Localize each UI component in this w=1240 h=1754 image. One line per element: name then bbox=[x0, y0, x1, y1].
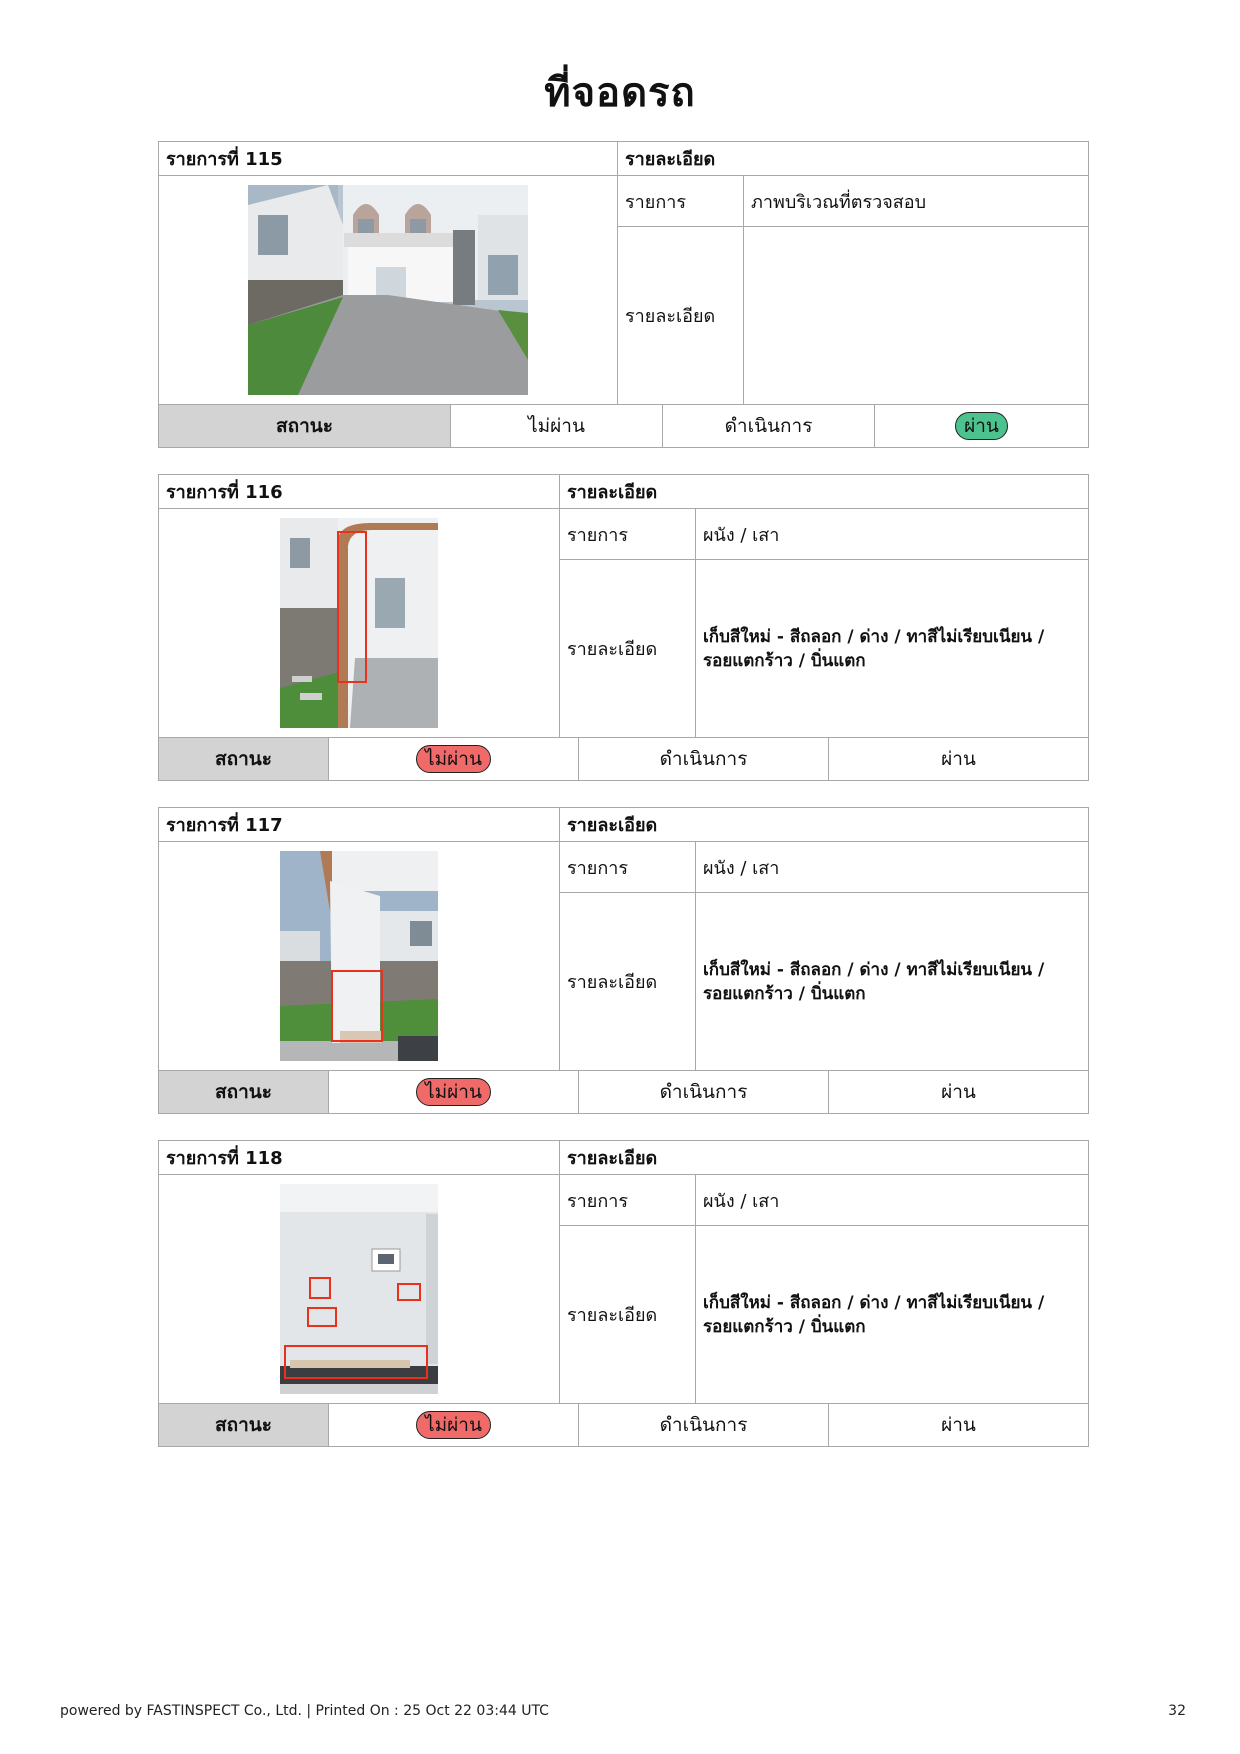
list-label: รายการ bbox=[618, 176, 744, 227]
item-title: รายการที่ 116 bbox=[159, 475, 560, 509]
detail-line: รอยแตกร้าว / บิ่นแตก bbox=[703, 983, 866, 1004]
footer-credit: powered by FASTINSPECT Co., Ltd. | Printed On : 25 Oct 22 03:44 UTC bbox=[60, 1703, 549, 1719]
status-pass-option[interactable]: ผ่าน bbox=[941, 748, 976, 770]
status-in-progress-option[interactable]: ดำเนินการ bbox=[724, 415, 813, 437]
status-in-progress-option[interactable]: ดำเนินการ bbox=[659, 1081, 748, 1103]
page-number: 32 bbox=[1168, 1703, 1186, 1719]
detail-line: เก็บสีใหม่ - สีถลอก / ด่าง / ทาสีไม่เรียบเนียน / bbox=[703, 626, 1045, 647]
wall-marks-photo[interactable] bbox=[280, 1184, 438, 1394]
list-value: ผนัง / เสา bbox=[696, 509, 1089, 560]
detail-header: รายละเอียด bbox=[560, 1141, 1089, 1175]
status-fail-option[interactable]: ไม่ผ่าน bbox=[416, 1078, 491, 1106]
list-value: ภาพบริเวณที่ตรวจสอบ bbox=[744, 176, 1089, 227]
status-fail-option[interactable]: ไม่ผ่าน bbox=[416, 1411, 491, 1439]
inspection-item-116 bbox=[158, 474, 1089, 738]
status-label: สถานะ bbox=[159, 738, 329, 781]
detail-header: รายละเอียด bbox=[560, 475, 1089, 509]
page-title: ที่จอดรถ bbox=[544, 70, 696, 116]
detail-line: รอยแตกร้าว / บิ่นแตก bbox=[703, 650, 866, 671]
detail-header: รายละเอียด bbox=[560, 808, 1089, 842]
status-pass-option[interactable]: ผ่าน bbox=[941, 1081, 976, 1103]
column-base-photo[interactable] bbox=[280, 851, 438, 1061]
photo-cell bbox=[159, 509, 560, 738]
status-row-117 bbox=[158, 1070, 1089, 1114]
status-fail-option[interactable]: ไม่ผ่าน bbox=[528, 415, 585, 437]
inspection-item-115 bbox=[158, 141, 1089, 405]
item-title: รายการที่ 115 bbox=[159, 142, 618, 176]
list-label: รายการ bbox=[560, 1175, 696, 1226]
item-title: รายการที่ 117 bbox=[159, 808, 560, 842]
carport-overview-photo[interactable] bbox=[248, 185, 528, 395]
detail-value bbox=[744, 227, 1089, 405]
detail-label: รายละเอียด bbox=[560, 1226, 696, 1404]
detail-value bbox=[696, 893, 1089, 1071]
status-fail-option[interactable]: ไม่ผ่าน bbox=[416, 745, 491, 773]
column-edge-photo[interactable] bbox=[280, 518, 438, 728]
item-title: รายการที่ 118 bbox=[159, 1141, 560, 1175]
status-in-progress-option[interactable]: ดำเนินการ bbox=[659, 748, 748, 770]
detail-label: รายละเอียด bbox=[560, 560, 696, 738]
status-row-118 bbox=[158, 1403, 1089, 1447]
detail-line: รอยแตกร้าว / บิ่นแตก bbox=[703, 1316, 866, 1337]
status-label: สถานะ bbox=[159, 1071, 329, 1114]
list-value: ผนัง / เสา bbox=[696, 1175, 1089, 1226]
status-in-progress-option[interactable]: ดำเนินการ bbox=[659, 1414, 748, 1436]
inspection-item-118 bbox=[158, 1140, 1089, 1404]
detail-value bbox=[696, 560, 1089, 738]
status-pass-option[interactable]: ผ่าน bbox=[955, 412, 1008, 440]
status-pass-option[interactable]: ผ่าน bbox=[941, 1414, 976, 1436]
detail-header: รายละเอียด bbox=[618, 142, 1089, 176]
detail-line: เก็บสีใหม่ - สีถลอก / ด่าง / ทาสีไม่เรียบเนียน / bbox=[703, 959, 1045, 980]
photo-cell bbox=[159, 176, 618, 405]
status-label: สถานะ bbox=[159, 405, 451, 448]
list-label: รายการ bbox=[560, 509, 696, 560]
status-row-115 bbox=[158, 404, 1089, 448]
detail-value bbox=[696, 1226, 1089, 1404]
inspection-item-117 bbox=[158, 807, 1089, 1071]
detail-label: รายละเอียด bbox=[560, 893, 696, 1071]
detail-label: รายละเอียด bbox=[618, 227, 744, 405]
photo-cell bbox=[159, 1175, 560, 1404]
list-value: ผนัง / เสา bbox=[696, 842, 1089, 893]
status-label: สถานะ bbox=[159, 1404, 329, 1447]
list-label: รายการ bbox=[560, 842, 696, 893]
photo-cell bbox=[159, 842, 560, 1071]
detail-line: เก็บสีใหม่ - สีถลอก / ด่าง / ทาสีไม่เรียบเนียน / bbox=[703, 1292, 1045, 1313]
status-row-116 bbox=[158, 737, 1089, 781]
